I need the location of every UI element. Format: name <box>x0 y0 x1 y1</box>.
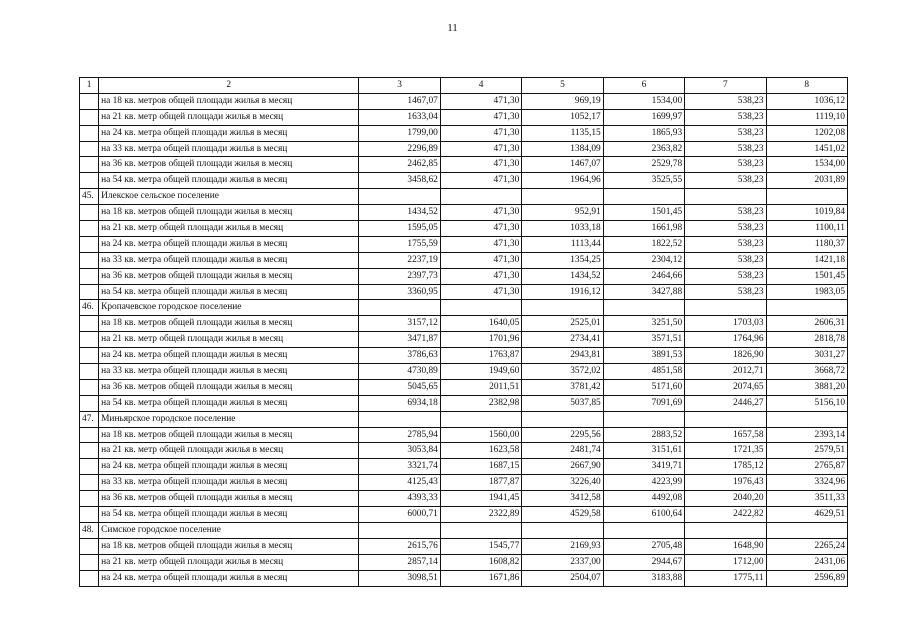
value-cell: 2446,27 <box>685 395 766 411</box>
value-cell: 2464,66 <box>603 268 684 284</box>
value-cell: 1701,96 <box>440 332 521 348</box>
table-row <box>80 364 848 380</box>
value-cell: 1661,98 <box>603 221 684 237</box>
value-cell: 3525,55 <box>603 173 684 189</box>
value-cell: 1019,84 <box>766 205 847 221</box>
value-cell: 5045,65 <box>359 379 440 395</box>
value-cell: 471,30 <box>440 205 521 221</box>
value-cell: 6100,64 <box>603 507 684 523</box>
value-cell: 1721,35 <box>685 443 766 459</box>
row-label: на 36 кв. метров общей площади жилья в месяц <box>99 268 359 284</box>
header-cell: 5 <box>522 78 603 94</box>
value-cell <box>359 189 440 205</box>
row-label: на 24 кв. метра общей площади жилья в месяц <box>99 236 359 252</box>
value-cell: 3360,95 <box>359 284 440 300</box>
value-cell: 538,23 <box>685 221 766 237</box>
value-cell: 1135,15 <box>522 125 603 141</box>
value-cell: 538,23 <box>685 141 766 157</box>
table-row <box>80 379 848 395</box>
value-cell: 538,23 <box>685 236 766 252</box>
row-label: на 24 кв. метра общей площади жилья в месяц <box>99 459 359 475</box>
value-cell: 2525,01 <box>522 316 603 332</box>
value-cell: 471,30 <box>440 125 521 141</box>
value-cell: 1755,59 <box>359 236 440 252</box>
row-label: на 54 кв. метра общей площади жилья в месяц <box>99 395 359 411</box>
value-cell: 1877,87 <box>440 475 521 491</box>
row-label: на 21 кв. метр общей площади жилья в месяц <box>99 332 359 348</box>
value-cell: 6934,18 <box>359 395 440 411</box>
value-cell: 2422,82 <box>685 507 766 523</box>
table-row <box>80 475 848 491</box>
value-cell <box>440 522 521 538</box>
table-row <box>80 141 848 157</box>
value-cell: 5156,10 <box>766 395 847 411</box>
header-cell: 1 <box>80 78 99 94</box>
value-cell <box>440 300 521 316</box>
table-row <box>80 284 848 300</box>
value-cell: 952,91 <box>522 205 603 221</box>
value-cell: 3321,74 <box>359 459 440 475</box>
section-row <box>80 411 848 427</box>
row-number <box>80 284 99 300</box>
value-cell: 969,19 <box>522 93 603 109</box>
table-row <box>80 316 848 332</box>
row-number <box>80 252 99 268</box>
row-label: на 33 кв. метра общей площади жилья в месяц <box>99 475 359 491</box>
row-label: на 21 кв. метр общей площади жилья в месяц <box>99 554 359 570</box>
value-cell: 3668,72 <box>766 364 847 380</box>
value-cell: 4492,08 <box>603 491 684 507</box>
value-cell <box>522 411 603 427</box>
value-cell: 1699,97 <box>603 109 684 125</box>
row-number <box>80 348 99 364</box>
table-row <box>80 427 848 443</box>
row-number <box>80 570 99 586</box>
value-cell: 2596,89 <box>766 570 847 586</box>
value-cell <box>766 189 847 205</box>
value-cell: 471,30 <box>440 221 521 237</box>
row-label: на 33 кв. метра общей площади жилья в месяц <box>99 141 359 157</box>
value-cell <box>522 189 603 205</box>
value-cell: 1764,96 <box>685 332 766 348</box>
row-number <box>80 316 99 332</box>
value-cell: 2734,41 <box>522 332 603 348</box>
value-cell <box>603 522 684 538</box>
value-cell <box>603 411 684 427</box>
value-cell: 1703,03 <box>685 316 766 332</box>
value-cell: 2857,14 <box>359 554 440 570</box>
value-cell: 3183,88 <box>603 570 684 586</box>
table-row <box>80 395 848 411</box>
row-number <box>80 268 99 284</box>
value-cell: 3511,33 <box>766 491 847 507</box>
value-cell: 471,30 <box>440 236 521 252</box>
value-cell: 1545,77 <box>440 538 521 554</box>
table-row <box>80 109 848 125</box>
value-cell: 7091,69 <box>603 395 684 411</box>
value-cell: 2818,78 <box>766 332 847 348</box>
table-row <box>80 93 848 109</box>
table-row <box>80 221 848 237</box>
value-cell: 1384,09 <box>522 141 603 157</box>
row-label: на 36 кв. метров общей площади жилья в месяц <box>99 379 359 395</box>
value-cell: 1799,00 <box>359 125 440 141</box>
value-cell: 4730,89 <box>359 364 440 380</box>
table-row <box>80 507 848 523</box>
value-cell: 2382,98 <box>440 395 521 411</box>
value-cell: 1775,11 <box>685 570 766 586</box>
value-cell: 2295,56 <box>522 427 603 443</box>
value-cell <box>766 522 847 538</box>
value-cell <box>766 300 847 316</box>
value-cell: 471,30 <box>440 252 521 268</box>
table-row <box>80 157 848 173</box>
value-cell: 1560,00 <box>440 427 521 443</box>
value-cell: 2481,74 <box>522 443 603 459</box>
table-row <box>80 332 848 348</box>
value-cell: 2765,87 <box>766 459 847 475</box>
value-cell: 2011,51 <box>440 379 521 395</box>
value-cell: 1941,45 <box>440 491 521 507</box>
value-cell: 471,30 <box>440 268 521 284</box>
row-label: на 36 кв. метров общей площади жилья в месяц <box>99 157 359 173</box>
row-label: на 36 кв. метров общей площади жилья в месяц <box>99 491 359 507</box>
value-cell: 1354,25 <box>522 252 603 268</box>
value-cell <box>359 522 440 538</box>
value-cell: 2883,52 <box>603 427 684 443</box>
row-label: на 54 кв. метра общей площади жилья в месяц <box>99 284 359 300</box>
row-number <box>80 459 99 475</box>
value-cell: 1608,82 <box>440 554 521 570</box>
row-label: на 18 кв. метров общей площади жилья в месяц <box>99 316 359 332</box>
value-cell: 2431,06 <box>766 554 847 570</box>
value-cell: 3881,20 <box>766 379 847 395</box>
value-cell <box>603 189 684 205</box>
value-cell: 1451,02 <box>766 141 847 157</box>
value-cell: 538,23 <box>685 157 766 173</box>
value-cell <box>685 300 766 316</box>
value-cell: 2031,89 <box>766 173 847 189</box>
value-cell: 1785,12 <box>685 459 766 475</box>
value-cell: 2393,14 <box>766 427 847 443</box>
row-number <box>80 443 99 459</box>
table-row <box>80 173 848 189</box>
value-cell: 3226,40 <box>522 475 603 491</box>
value-cell: 1648,90 <box>685 538 766 554</box>
row-label: на 24 кв. метра общей площади жилья в месяц <box>99 570 359 586</box>
section-row <box>80 300 848 316</box>
section-row <box>80 522 848 538</box>
value-cell: 1534,00 <box>766 157 847 173</box>
row-label: на 54 кв. метра общей площади жилья в месяц <box>99 173 359 189</box>
value-cell: 5037,85 <box>522 395 603 411</box>
row-label: на 18 кв. метров общей площади жилья в месяц <box>99 93 359 109</box>
value-cell: 471,30 <box>440 141 521 157</box>
table-row <box>80 443 848 459</box>
row-label: на 18 кв. метров общей площади жилья в месяц <box>99 538 359 554</box>
value-cell: 3324,96 <box>766 475 847 491</box>
value-cell <box>685 522 766 538</box>
row-label: на 21 кв. метр общей площади жилья в месяц <box>99 221 359 237</box>
value-cell: 4393,33 <box>359 491 440 507</box>
value-cell <box>685 411 766 427</box>
value-cell <box>685 189 766 205</box>
value-cell: 2944,67 <box>603 554 684 570</box>
value-cell: 1826,90 <box>685 348 766 364</box>
value-cell: 1657,58 <box>685 427 766 443</box>
value-cell: 2529,78 <box>603 157 684 173</box>
section-title: Миньярское городское поселение <box>99 411 359 427</box>
row-number <box>80 379 99 395</box>
row-label: на 54 кв. метра общей площади жилья в месяц <box>99 507 359 523</box>
row-label: на 33 кв. метра общей площади жилья в месяц <box>99 252 359 268</box>
value-cell: 1949,60 <box>440 364 521 380</box>
value-cell: 1501,45 <box>766 268 847 284</box>
value-cell: 1421,18 <box>766 252 847 268</box>
row-number <box>80 538 99 554</box>
value-cell: 2615,76 <box>359 538 440 554</box>
value-cell: 3781,42 <box>522 379 603 395</box>
value-cell: 1976,43 <box>685 475 766 491</box>
row-number <box>80 236 99 252</box>
value-cell: 2322,89 <box>440 507 521 523</box>
row-number: 45. <box>80 189 99 205</box>
value-cell: 3151,61 <box>603 443 684 459</box>
row-number <box>80 395 99 411</box>
row-label: на 21 кв. метр общей площади жилья в месяц <box>99 109 359 125</box>
value-cell: 3572,02 <box>522 364 603 380</box>
row-number <box>80 109 99 125</box>
header-cell: 8 <box>766 78 847 94</box>
row-label: на 18 кв. метров общей площади жилья в месяц <box>99 427 359 443</box>
row-label: на 24 кв. метра общей площади жилья в месяц <box>99 348 359 364</box>
row-number <box>80 332 99 348</box>
value-cell: 1623,58 <box>440 443 521 459</box>
row-number: 47. <box>80 411 99 427</box>
header-cell: 2 <box>99 78 359 94</box>
table-row <box>80 459 848 475</box>
row-number <box>80 157 99 173</box>
row-number: 46. <box>80 300 99 316</box>
value-cell: 4529,58 <box>522 507 603 523</box>
value-cell: 2296,89 <box>359 141 440 157</box>
value-cell: 2397,73 <box>359 268 440 284</box>
value-cell: 1434,52 <box>359 205 440 221</box>
row-label: на 21 кв. метр общей площади жилья в месяц <box>99 443 359 459</box>
value-cell: 2074,65 <box>685 379 766 395</box>
value-cell: 1100,11 <box>766 221 847 237</box>
value-cell: 1501,45 <box>603 205 684 221</box>
table-row <box>80 268 848 284</box>
value-cell: 2363,82 <box>603 141 684 157</box>
value-cell: 1119,10 <box>766 109 847 125</box>
row-number <box>80 221 99 237</box>
row-label: на 33 кв. метра общей площади жилья в месяц <box>99 364 359 380</box>
value-cell: 6000,71 <box>359 507 440 523</box>
value-cell <box>522 300 603 316</box>
table-row <box>80 570 848 586</box>
value-cell: 2606,31 <box>766 316 847 332</box>
row-number: 48. <box>80 522 99 538</box>
value-cell: 1467,07 <box>522 157 603 173</box>
value-cell <box>603 300 684 316</box>
tariff-table <box>79 77 848 587</box>
value-cell: 1467,07 <box>359 93 440 109</box>
value-cell: 3251,50 <box>603 316 684 332</box>
value-cell: 1712,00 <box>685 554 766 570</box>
value-cell: 3891,53 <box>603 348 684 364</box>
value-cell: 471,30 <box>440 109 521 125</box>
value-cell: 538,23 <box>685 109 766 125</box>
value-cell: 3427,88 <box>603 284 684 300</box>
value-cell: 3458,62 <box>359 173 440 189</box>
value-cell: 3157,12 <box>359 316 440 332</box>
row-number <box>80 173 99 189</box>
value-cell: 471,30 <box>440 93 521 109</box>
value-cell: 1434,52 <box>522 268 603 284</box>
value-cell <box>522 522 603 538</box>
value-cell: 538,23 <box>685 205 766 221</box>
value-cell: 1202,08 <box>766 125 847 141</box>
value-cell <box>359 300 440 316</box>
table-row <box>80 236 848 252</box>
value-cell <box>766 411 847 427</box>
row-number <box>80 125 99 141</box>
value-cell: 538,23 <box>685 93 766 109</box>
value-cell: 2943,81 <box>522 348 603 364</box>
value-cell: 1916,12 <box>522 284 603 300</box>
value-cell: 1822,52 <box>603 236 684 252</box>
value-cell: 1036,12 <box>766 93 847 109</box>
value-cell: 1113,44 <box>522 236 603 252</box>
row-number <box>80 141 99 157</box>
value-cell: 1180,37 <box>766 236 847 252</box>
value-cell: 3031,27 <box>766 348 847 364</box>
row-number <box>80 554 99 570</box>
value-cell: 2337,00 <box>522 554 603 570</box>
value-cell: 471,30 <box>440 173 521 189</box>
value-cell: 1983,05 <box>766 284 847 300</box>
value-cell: 3571,51 <box>603 332 684 348</box>
value-cell: 1865,93 <box>603 125 684 141</box>
row-number <box>80 93 99 109</box>
value-cell: 4851,58 <box>603 364 684 380</box>
value-cell: 1633,04 <box>359 109 440 125</box>
value-cell: 1595,05 <box>359 221 440 237</box>
row-label: на 18 кв. метров общей площади жилья в месяц <box>99 205 359 221</box>
value-cell <box>359 411 440 427</box>
value-cell: 3053,84 <box>359 443 440 459</box>
value-cell: 3412,58 <box>522 491 603 507</box>
section-title: Симское городское поселение <box>99 522 359 538</box>
value-cell: 471,30 <box>440 157 521 173</box>
value-cell: 3419,71 <box>603 459 684 475</box>
header-row <box>80 78 848 94</box>
table-row <box>80 538 848 554</box>
value-cell: 538,23 <box>685 268 766 284</box>
value-cell: 2304,12 <box>603 252 684 268</box>
value-cell: 3098,51 <box>359 570 440 586</box>
table-row <box>80 205 848 221</box>
value-cell: 2504,07 <box>522 570 603 586</box>
value-cell: 538,23 <box>685 284 766 300</box>
value-cell <box>440 411 521 427</box>
value-cell: 2237,19 <box>359 252 440 268</box>
row-number <box>80 205 99 221</box>
value-cell: 1534,00 <box>603 93 684 109</box>
value-cell: 538,23 <box>685 125 766 141</box>
value-cell: 4223,99 <box>603 475 684 491</box>
value-cell: 1964,96 <box>522 173 603 189</box>
value-cell: 2667,90 <box>522 459 603 475</box>
row-number <box>80 491 99 507</box>
table-row <box>80 252 848 268</box>
row-number <box>80 475 99 491</box>
value-cell: 1052,17 <box>522 109 603 125</box>
value-cell: 5171,60 <box>603 379 684 395</box>
page-number: 11 <box>447 22 458 34</box>
value-cell: 538,23 <box>685 173 766 189</box>
table-row <box>80 125 848 141</box>
value-cell: 2579,51 <box>766 443 847 459</box>
value-cell: 538,23 <box>685 252 766 268</box>
section-row <box>80 189 848 205</box>
value-cell: 471,30 <box>440 284 521 300</box>
value-cell: 2462,85 <box>359 157 440 173</box>
value-cell: 2169,93 <box>522 538 603 554</box>
value-cell: 2705,48 <box>603 538 684 554</box>
value-cell: 1671,86 <box>440 570 521 586</box>
row-number <box>80 427 99 443</box>
header-cell: 4 <box>440 78 521 94</box>
value-cell: 4125,43 <box>359 475 440 491</box>
row-label: на 24 кв. метра общей площади жилья в месяц <box>99 125 359 141</box>
table-row <box>80 554 848 570</box>
table-row <box>80 491 848 507</box>
table-row <box>80 348 848 364</box>
value-cell: 1763,87 <box>440 348 521 364</box>
value-cell <box>440 189 521 205</box>
value-cell: 3786,63 <box>359 348 440 364</box>
value-cell: 2785,94 <box>359 427 440 443</box>
value-cell: 2040,20 <box>685 491 766 507</box>
value-cell: 1687,15 <box>440 459 521 475</box>
header-cell: 6 <box>603 78 684 94</box>
value-cell: 3471,87 <box>359 332 440 348</box>
row-number <box>80 507 99 523</box>
value-cell: 2265,24 <box>766 538 847 554</box>
value-cell: 4629,51 <box>766 507 847 523</box>
row-number <box>80 364 99 380</box>
value-cell: 2012,71 <box>685 364 766 380</box>
value-cell: 1640,05 <box>440 316 521 332</box>
header-cell: 7 <box>685 78 766 94</box>
section-title: Кропачевское городское поселение <box>99 300 359 316</box>
section-title: Илекское сельское поселение <box>99 189 359 205</box>
value-cell: 1033,18 <box>522 221 603 237</box>
header-cell: 3 <box>359 78 440 94</box>
